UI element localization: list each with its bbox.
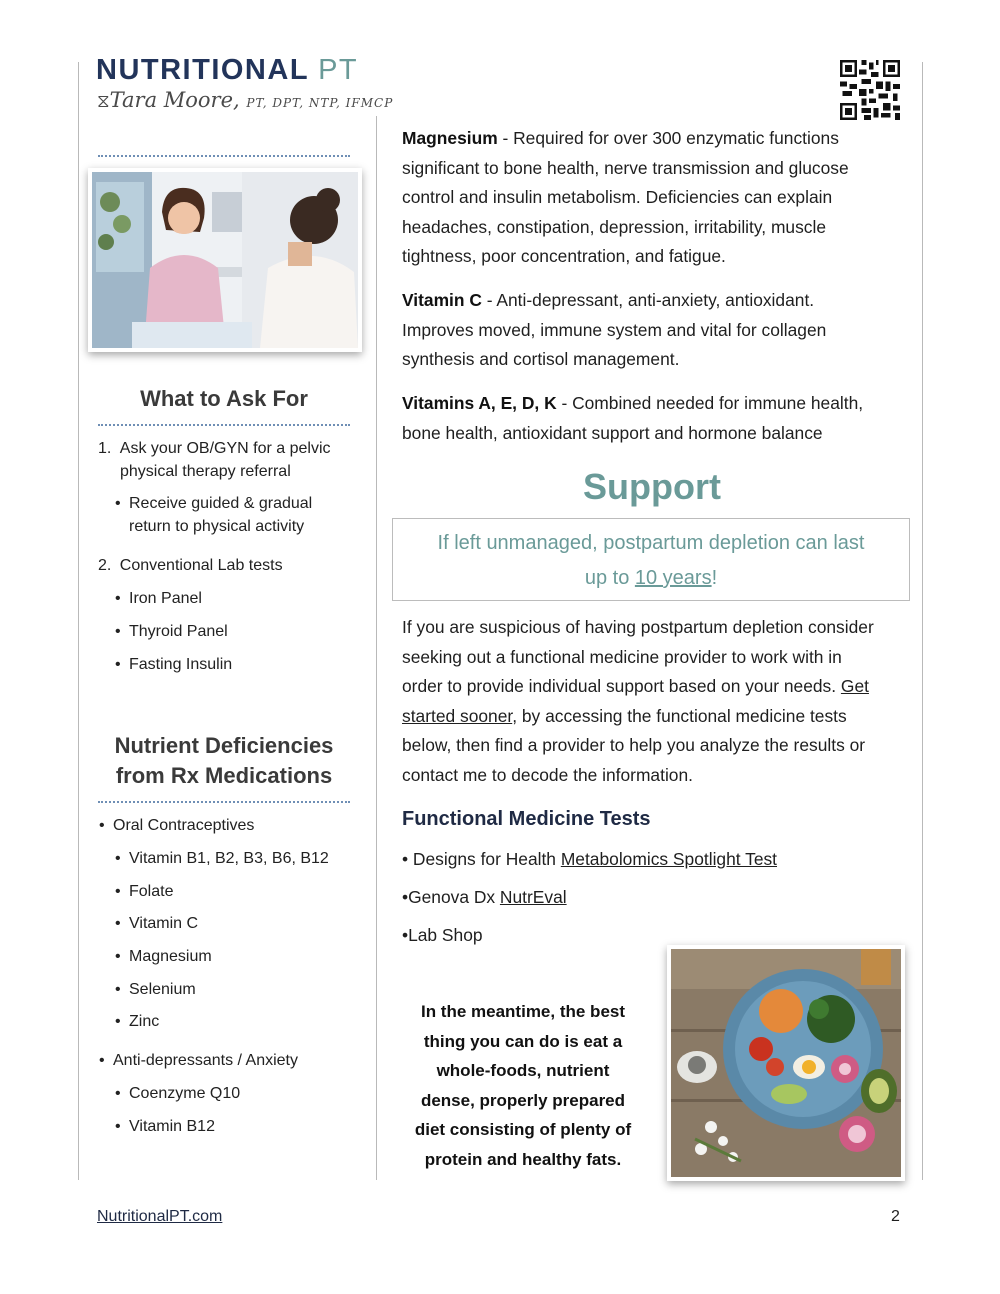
deficiency-vitamin-b12: • Vitamin B12: [129, 1115, 215, 1138]
meantime-callout: [405, 997, 641, 1174]
deficiency-coq10: • Coenzyme Q10: [129, 1082, 240, 1105]
deficiency-antidepressants: • Anti-depressants / Anxiety: [113, 1049, 298, 1072]
callout-line1: If left unmanaged, postpartum depletion can last: [437, 532, 865, 554]
vitamins-aedk-term: Vitamins A, E, D, K: [402, 393, 557, 413]
consultation-image: [92, 172, 358, 348]
ten-years-link[interactable]: 10 years: [634, 567, 712, 589]
deficiency-zinc: • Zinc: [129, 1010, 159, 1033]
meantime-line: whole-foods, nutrient: [436, 1061, 610, 1080]
support-line: seeking out a functional medicine provider to work with in: [402, 646, 842, 667]
deficiency-heading-line2: from Rx Medications: [115, 763, 333, 788]
ask-subitem-guided-return: [129, 492, 359, 538]
test-item-label: • Designs for Health: [402, 849, 561, 869]
ask-item-1-line1: Ask your OB/GYN for a pelvic: [119, 440, 331, 457]
deficiency-selenium: • Selenium: [129, 978, 196, 1001]
food-bowl-photo: [667, 945, 905, 1181]
support-line: order to provide individual support based on your needs.: [402, 676, 841, 696]
deficiency-heading-line1: Nutrient Deficiencies: [114, 733, 334, 758]
logo-main-text: NUTRITIONAL: [96, 54, 309, 86]
deficiency-oral-contraceptives: • Oral Contraceptives: [113, 814, 254, 837]
meantime-line: thing you can do is eat a: [423, 1031, 623, 1051]
ask-subitem-line1: Receive guided & gradual: [129, 495, 313, 512]
test-item-lab-shop[interactable]: [402, 925, 483, 946]
test-item-nutreval: [402, 887, 567, 908]
logo-accent-text: PT: [318, 54, 359, 86]
vitamins-aedk-paragraph: [402, 389, 907, 448]
test-item-metabolomics: [402, 849, 777, 870]
deficiency-magnesium: • Magnesium: [129, 945, 212, 968]
right-border: [922, 62, 923, 1180]
meantime-line: diet consisting of plenty of: [414, 1120, 632, 1139]
magnesium-line: - Required for over 300 enzymatic functions: [497, 128, 839, 148]
ask-item-1: [98, 437, 358, 483]
list-number: 2.: [98, 557, 112, 574]
what-to-ask-heading: What to Ask For: [140, 386, 308, 411]
support-line: below, then find a provider to help you analyze the results or: [402, 735, 866, 755]
vitamin-c-term: Vitamin C: [402, 290, 482, 310]
list-number: 1.: [98, 440, 112, 457]
magnesium-line: tightness, poor concentration, and fatigue.: [402, 246, 726, 266]
nutreval-link[interactable]: NutrEval: [499, 887, 567, 907]
website-link[interactable]: NutritionalPT.com: [97, 1208, 223, 1225]
support-line: contact me to decode the information.: [402, 764, 693, 785]
meantime-line: dense, properly prepared: [420, 1090, 626, 1110]
vitamins-aedk-line: - Combined needed for immune health,: [556, 393, 864, 413]
depletion-callout: [392, 518, 910, 601]
column-divider: [376, 116, 377, 1180]
sidebar-divider-top: [98, 155, 350, 157]
vitamins-aedk-line: bone health, antioxidant support and hormone balance: [402, 422, 823, 443]
logo-credentials: PT, DPT, NTP, IFMCP: [246, 96, 394, 110]
deficiency-vitamin-b: • Vitamin B1, B2, B3, B6, B12: [129, 847, 329, 870]
started-sooner-link[interactable]: started sooner: [402, 705, 513, 726]
left-border: [78, 62, 79, 1180]
deficiency-vitamin-c: • Vitamin C: [129, 912, 198, 935]
vitamin-c-line: - Anti-depressant, anti-anxiety, antioxidant.: [481, 290, 815, 310]
metabolomics-link[interactable]: Metabolomics Spotlight Test: [560, 849, 778, 869]
support-heading: Support: [583, 466, 721, 507]
magnesium-term: Magnesium: [402, 128, 498, 148]
magnesium-line: control and insulin metabolism. Deficiencies can explain: [402, 187, 833, 207]
magnesium-line: significant to bone health, nerve transmission and glucose: [402, 157, 849, 178]
ask-item-2-text: Conventional Lab tests: [119, 557, 283, 574]
ask-item-2: [98, 554, 358, 577]
support-paragraph: [402, 613, 907, 790]
food-bowl-image: [671, 949, 901, 1177]
callout-line2-post: !: [711, 567, 718, 589]
consultation-photo: [88, 168, 362, 352]
lab-test-thyroid-panel: • Thyroid Panel: [129, 620, 228, 643]
support-line: , by accessing the functional medicine tests: [512, 705, 847, 726]
test-item-label: •Genova Dx: [402, 887, 500, 907]
deficiency-heading-divider: [98, 801, 350, 803]
logo-name: Tara Moore,: [109, 88, 240, 112]
logo-signature: [97, 88, 393, 112]
vitamin-c-paragraph: [402, 286, 907, 375]
magnesium-line: headaches, constipation, depression, irritability, muscle: [402, 216, 827, 237]
vitamin-c-line: Improves moved, immune system and vital for collagen: [402, 319, 827, 340]
support-line: If you are suspicious of having postpartum depletion consider: [402, 617, 874, 637]
deficiency-heading: [98, 731, 350, 791]
ask-item-1-line2: physical therapy referral: [120, 463, 291, 480]
vitamin-c-line: synthesis and cortisol management.: [402, 349, 680, 369]
lab-test-fasting-insulin: • Fasting Insulin: [129, 653, 232, 676]
page-number: 2: [891, 1208, 900, 1225]
hourglass-icon: ⧖: [97, 91, 110, 112]
ask-subitem-line2: return to physical activity: [129, 518, 305, 535]
functional-tests-heading: Functional Medicine Tests: [402, 808, 651, 830]
deficiency-folate: • Folate: [129, 880, 173, 903]
callout-line2-pre: up to: [584, 567, 635, 589]
magnesium-paragraph: [402, 124, 907, 272]
get-started-link[interactable]: Get: [840, 676, 869, 696]
lab-test-iron-panel: • Iron Panel: [129, 587, 202, 610]
lab-shop-label[interactable]: •Lab Shop: [402, 925, 483, 945]
ask-heading-divider: [98, 424, 350, 426]
logo-wordmark: [96, 54, 358, 87]
qr-code-icon[interactable]: [840, 60, 900, 120]
meantime-line: In the meantime, the best: [420, 1002, 626, 1021]
meantime-line: protein and healthy fats.: [424, 1149, 622, 1169]
